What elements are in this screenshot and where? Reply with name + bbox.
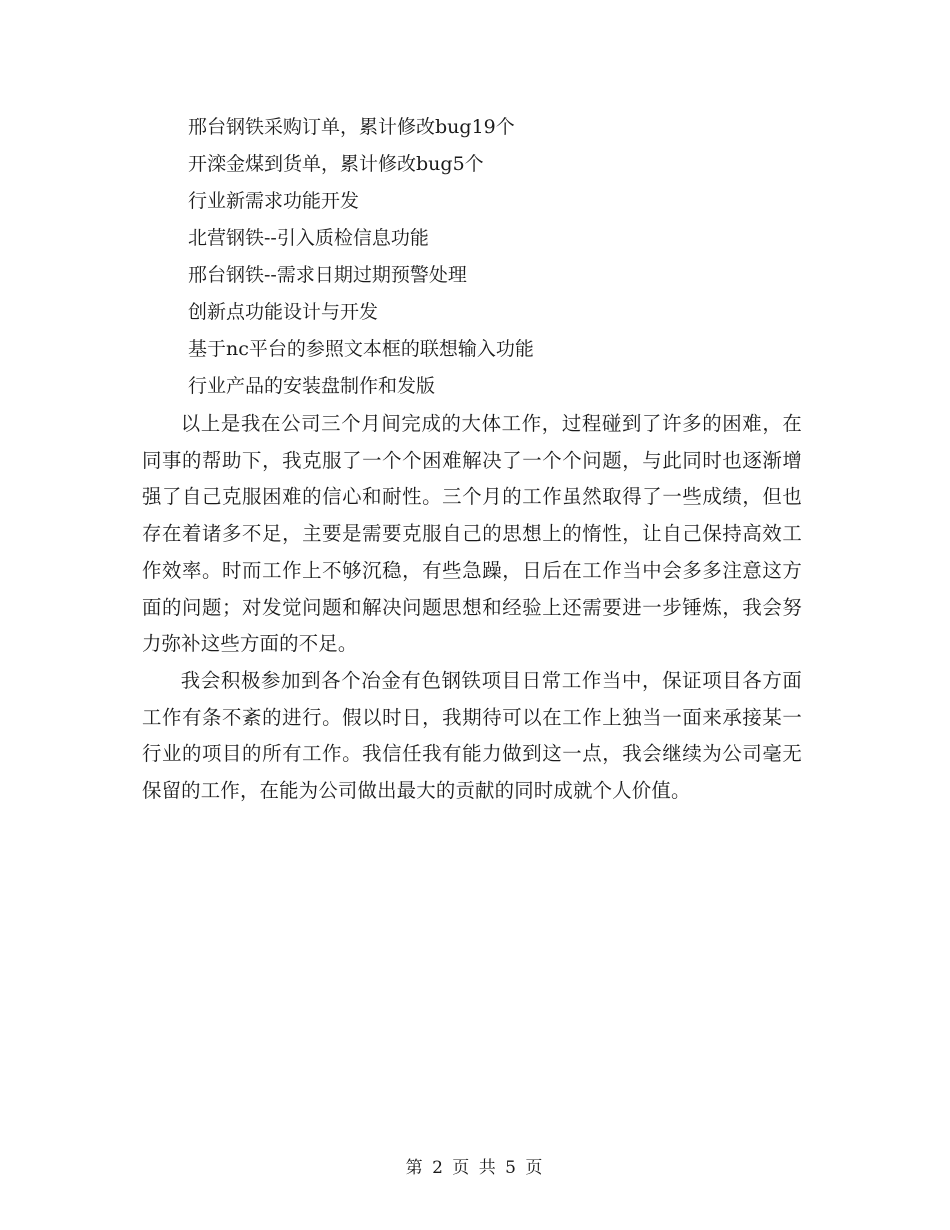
paragraph-text: 我会积极参加到各个冶金有色钢铁项目日常工作当中，保证项目各方面工作有条不紊的进行。假以时日，我期待可以在工作上独当一面来承接某一行业的项目的所有工作。我信任我有能力做到这一点，我会继续为公司毫无保留的工作，在能为公司做出最大的贡献的同时成就个人价值。	[142, 669, 802, 803]
list-item: 邢台钢铁采购订单，累计修改bug19个	[188, 116, 515, 138]
list-item: 行业新需求功能开发	[188, 190, 360, 212]
list-item: 邢台钢铁--需求日期过期预警处理	[188, 264, 467, 286]
paragraph-text: 以上是我在公司三个月间完成的大体工作，过程碰到了许多的困难，在同事的帮助下，我克服了一个个困难解决了一个个问题，与此同时也逐渐增强了自己克服困难的信心和耐性。三个月的工作虽然取得了一些成绩，但也存在着诸多不足，主要是需要克服自己的思想上的惰性，让自己保持高效工作效率。时而工作上不够沉稳，有些急躁，日后在工作当中会多多注意这方面的问题；对发觉问题和解决问题思想和经验上还需要进一步锤炼，我会努力弥补这些方面的不足。	[142, 412, 802, 656]
list-item: 北营钢铁--引入质检信息功能	[188, 227, 429, 249]
list-item: 开滦金煤到货单，累计修改bug5个	[188, 153, 484, 175]
outlook-paragraph	[142, 663, 802, 810]
work-item-list	[188, 109, 828, 405]
list-item: 行业产品的安装盘制作和发版	[188, 375, 436, 397]
summary-paragraph	[142, 406, 802, 663]
list-item: 基于nc平台的参照文本框的联想输入功能	[188, 338, 534, 360]
page-number-footer: 第 2 页 共 5 页	[405, 1158, 545, 1178]
list-item: 创新点功能设计与开发	[188, 301, 379, 323]
